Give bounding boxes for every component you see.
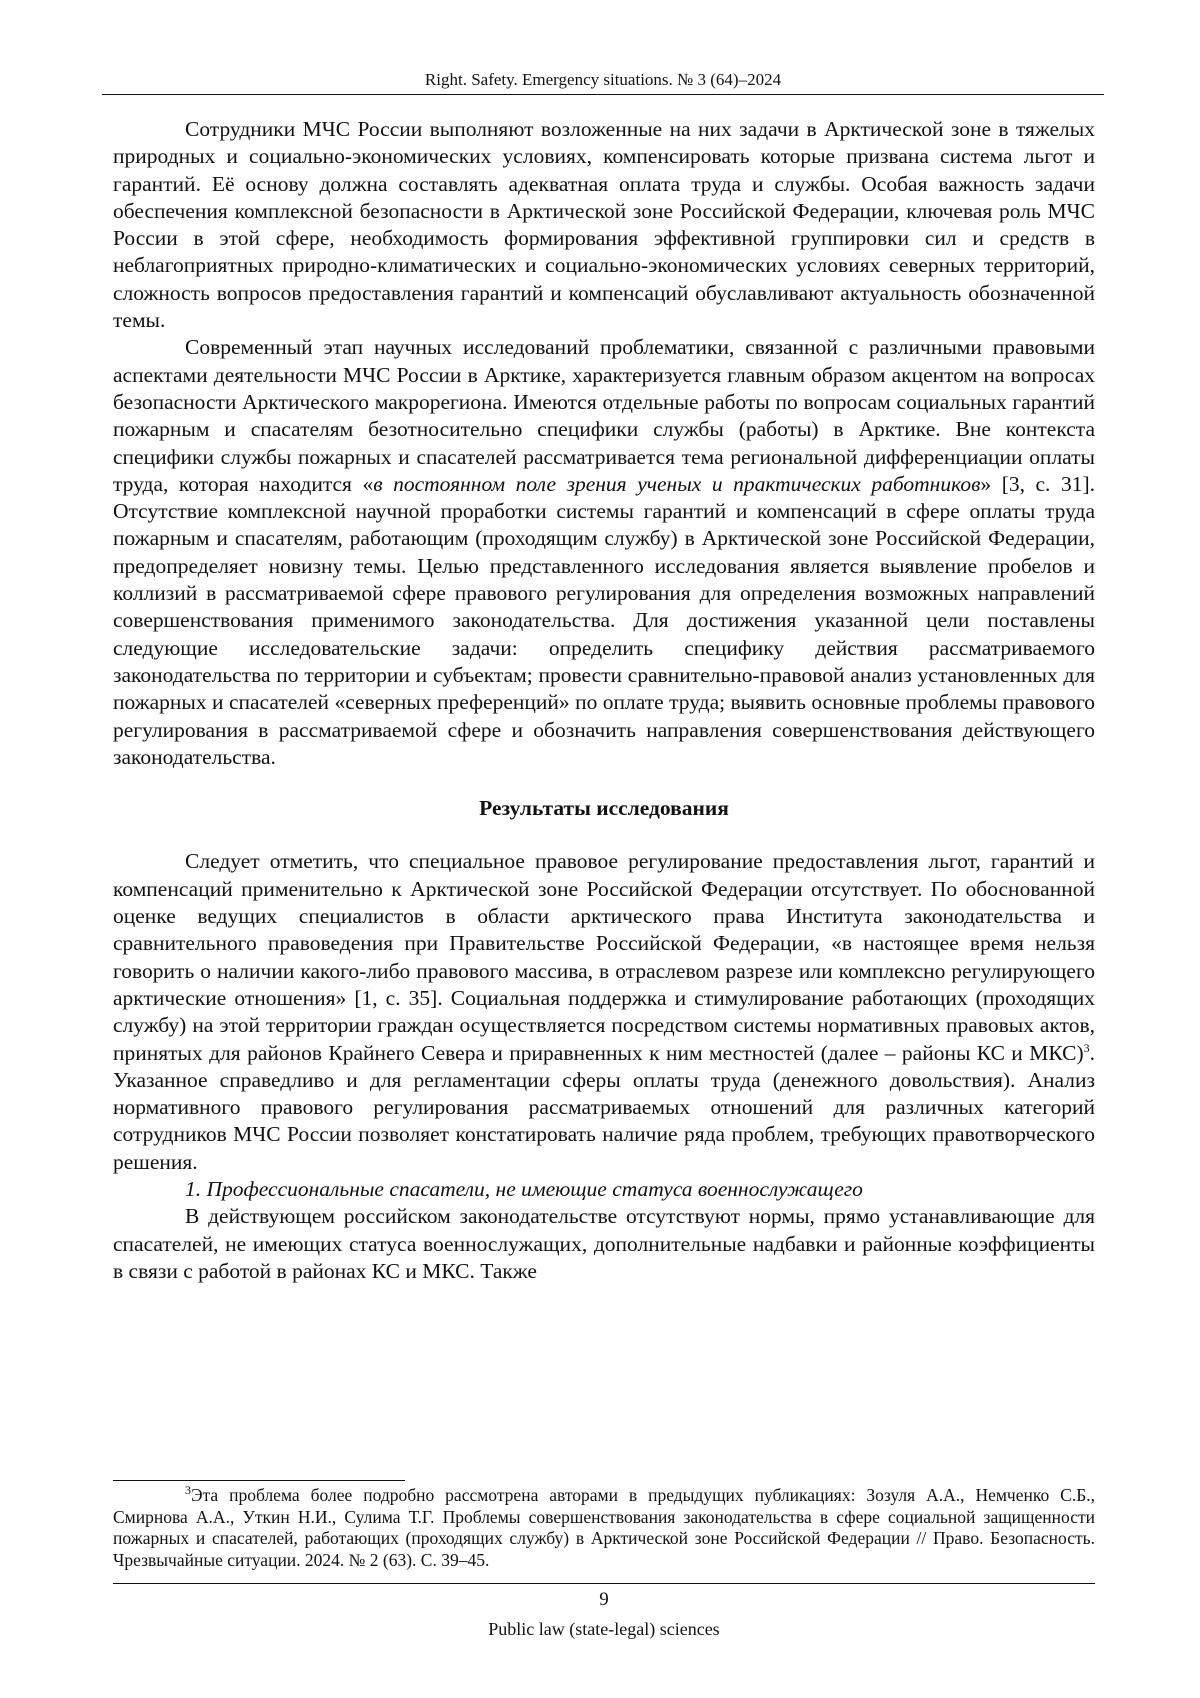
footer-section-title: Public law (state-legal) sciences — [488, 1619, 720, 1639]
quote-italic: в постоянном поле зрения ученых и практических работников — [373, 471, 981, 496]
paragraph-results-text-start: Следует отметить, что специальное правовое регулирование предоставления льгот, гарантий и компенсаций применительно к Арктической зоне Российской Федерации отсутствует. По обоснованной оценке ведущих специалистов в области арктического права Института законодательства и сравнительного правоведения при Правительстве Российской Федерации, «в настоящее время нельзя говорить о наличии какого-либо правового массива, в отраслевом разрезе или комплексно регулирующего арктические отношения» [1, с. 35]. Социальная поддержка и стимулирование работающих (проходящих службу) на этой территории граждан осуществляется посредством системы нормативных правовых актов, принятых для районов Крайнего Севера и приравненных к ним местностей (далее – районы КС и МКС) — [113, 849, 1095, 1065]
page-number: 9 — [599, 1589, 609, 1610]
footnote-text: Эта проблема более подробно рассмотрена авторами в предыдущих публикациях: Зозуля А.А., Немченко С.Б., Смирнова А.А., Уткин Н.И., Сулима Т.Г. Проблемы совершенствования законодательства в сфере социальной защищенности пожарных и спасателей, работающих (проходящих службу) в Арктической зоне Российской Федерации // Право. Безопасность. Чрезвычайные ситуации. 2024. № 2 (63). С. 39–45. — [113, 1485, 1095, 1570]
paragraph-novelty-text-start: Современный этап научных исследований проблематики, связанной с различными правовыми аспектами деятельности МЧС России в Арктике, характеризуется главным образом акцентом на вопросах безопасности Арктического макрорегиона. Имеются отдельные работы по вопросам социальных гарантий пожарным и спасателям безотносительно специфики службы (работы) в Арктике. Вне контекста специфики службы пожарных и спасателей рассматривается тема региональной дифференциации оплаты труда, которая находится « — [113, 335, 1095, 496]
paragraph-novelty — [113, 334, 1095, 771]
paragraph-novelty-text-end: » [3, с. 31]. Отсутствие комплексной научной проработки системы гарантий и компенсаций в сфере оплаты труда пожарным и спасателям, работающим (проходящим службу) в Арктической зоне Российской Федерации, предопределяет новизну темы. Целью представленного исследования является выявление пробелов и коллизий в рассматриваемой сфере правового регулирования для определения возможных направлений совершенствования применимого законодательства. Для достижения указанной цели поставлены следующие исследовательские задачи: определить специфику действия рассматриваемого законодательства по территории и субъектам; провести сравнительно-правовой анализ установленных для пожарных и спасателей «северных преференций» по оплате труда; выявить основные проблемы правового регулирования в рассматриваемой сфере и обозначить направления совершенствования действующего законодательства. — [113, 471, 1095, 769]
header-divider — [102, 94, 1104, 95]
subsection-heading: 1. Профессиональные спасатели, не имеющие статуса военнослужащего — [185, 1176, 863, 1201]
paragraph-relevance: Сотрудники МЧС России выполняют возложенные на них задачи в Арктической зоне в тяжелых природных и социально-экономических условиях, компенсировать которые призвана система льгот и гарантий. Её основу должна составлять адекватная оплата труда и службы. Особая важность задачи обеспечения комплексной безопасности в Арктической зоне Российской Федерации, ключевая роль МЧС России в этой сфере, необходимость формирования эффективной группировки сил и средств в неблагоприятных природно-климатических и социально-экономических условиях северных территорий, сложность вопросов предоставления гарантий и компенсаций обуславливают актуальность обозначенной темы. — [113, 117, 1095, 333]
paragraph-rescuers: В действующем российском законодательстве отсутствуют нормы, прямо устанавливающие для спасателей, не имеющих статуса военнослужащих, дополнительные надбавки и районные коэффициенты в связи с работой в районах КС и МКС. Также — [113, 1204, 1095, 1283]
journal-header: Right. Safety. Emergency situations. № 3 (64)–2024 — [424, 70, 782, 89]
footnote-reference[interactable]: 3 — [1083, 1040, 1090, 1055]
footnote-marker: 3 — [185, 1483, 191, 1498]
footnote-divider — [113, 1480, 405, 1481]
footer-divider — [113, 1583, 1095, 1584]
article-body — [113, 116, 1095, 1285]
section-title: Результаты исследования — [479, 796, 729, 821]
paragraph-results — [113, 848, 1095, 1176]
footnote — [113, 1485, 1095, 1571]
paragraph-results-text-end: . Указанное справедливо и для регламентации сферы оплаты труда (денежного довольствия). Анализ нормативного правового регулирования рассматриваемых отношений для различных категорий сотрудников МЧС России позволяет констатировать наличие ряда проблем, требующих правотворческого решения. — [113, 1040, 1095, 1174]
